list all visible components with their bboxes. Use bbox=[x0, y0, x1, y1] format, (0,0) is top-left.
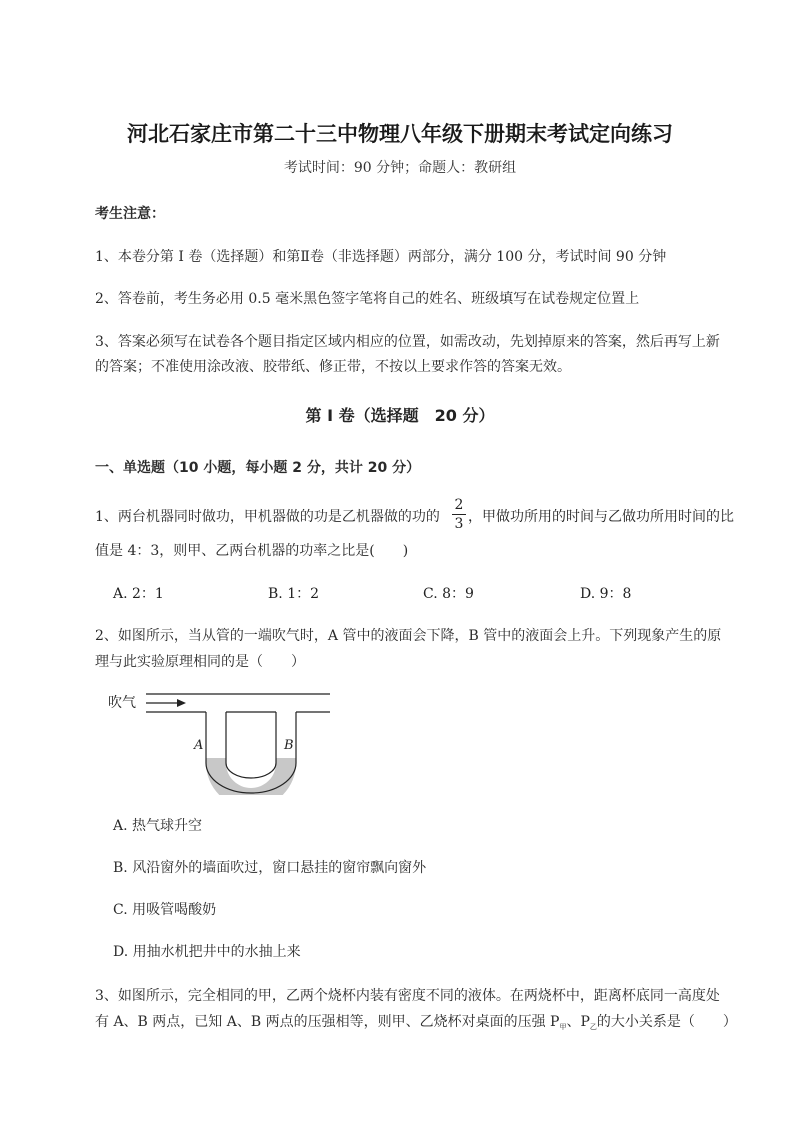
label-b: B bbox=[284, 738, 294, 753]
subscript-jia: 甲 bbox=[559, 1023, 567, 1031]
q1-line2: 值是 4：3，则甲、乙两台机器的功率之比是( ) bbox=[95, 543, 409, 559]
q1-option-d[interactable]: D. 9：8 bbox=[580, 586, 632, 602]
notice-item-3: 3、答案必须写在试卷各个题目指定区域内相应的位置，如需改动，先划掉原来的答案，然后再写上新 bbox=[95, 334, 720, 350]
notice-item-3-cont: 的答案；不准使用涂改液、胶带纸、修正带，不按以上要求作答的答案无效。 bbox=[95, 359, 571, 375]
q1-line1-pre: 1、两台机器同时做功，甲机器做的功是乙机器做的功的 bbox=[95, 509, 440, 525]
q3-line2-pre: 有 A、B 两点，已知 A、B 两点的压强相等，则甲、乙烧杯对桌面的压强 P bbox=[95, 1014, 560, 1030]
q1-option-a[interactable]: A. 2：1 bbox=[113, 586, 164, 602]
u-tube-figure bbox=[108, 685, 348, 795]
section-title: 第 I 卷（选择题 20 分） bbox=[305, 406, 495, 425]
notice-item-2: 2、答卷前，考生务必用 0.5 毫米黑色签字笔将自己的姓名、班级填写在试卷规定位置上 bbox=[95, 291, 640, 307]
notice-item-1: 1、本卷分第 I 卷（选择题）和第Ⅱ卷（非选择题）两部分，满分 100 分，考试时间 90 分钟 bbox=[95, 249, 667, 265]
q2-option-b[interactable]: B. 风沿窗外的墙面吹过，窗口悬挂的窗帘飘向窗外 bbox=[113, 860, 427, 876]
q1-option-b[interactable]: B. 1：2 bbox=[268, 586, 320, 602]
fraction-numerator: 2 bbox=[454, 497, 464, 513]
q1-option-c[interactable]: C. 8：9 bbox=[423, 586, 474, 602]
subscript-yi: 乙 bbox=[589, 1023, 597, 1031]
q3-line2-post: 的大小关系是（ ） bbox=[596, 1014, 737, 1030]
liquid bbox=[206, 758, 296, 795]
blow-label: 吹气 bbox=[108, 695, 136, 711]
exam-info: 考试时间：90 分钟；命题人：教研组 bbox=[283, 160, 517, 176]
label-a: A bbox=[194, 738, 204, 753]
q1-fraction bbox=[452, 497, 466, 532]
arrow-right-icon bbox=[177, 699, 186, 707]
q2-option-c[interactable]: C. 用吸管喝酸奶 bbox=[113, 902, 217, 918]
q2-option-d[interactable]: D. 用抽水机把井中的水抽上来 bbox=[113, 944, 301, 960]
fraction-bar bbox=[452, 514, 466, 515]
q2-line1: 2、如图所示，当从管的一端吹气时，A 管中的液面会下降，B 管中的液面会上升。下列现象产生的原 bbox=[95, 628, 722, 644]
q3-line2-mid: 、P bbox=[566, 1014, 590, 1030]
q3-line2 bbox=[95, 1011, 737, 1031]
notice-heading: 考生注意： bbox=[95, 206, 165, 222]
q2-line2: 理与此实验原理相同的是（ ） bbox=[95, 654, 305, 670]
q3-line1: 3、如图所示，完全相同的甲，乙两个烧杯内装有密度不同的液体。在两烧杯中，距离杯底同一高度处 bbox=[95, 988, 720, 1004]
fraction-denominator: 3 bbox=[454, 516, 464, 532]
q2-option-a[interactable]: A. 热气球升空 bbox=[113, 818, 203, 834]
q1-line1-post: ，甲做功所用的时间与乙做功所用时间的比 bbox=[468, 509, 734, 525]
page-title: 河北石家庄市第二十三中物理八年级下册期末考试定向练习 bbox=[127, 122, 673, 146]
part-heading: 一、单选题（10 小题，每小题 2 分，共计 20 分） bbox=[95, 460, 421, 476]
